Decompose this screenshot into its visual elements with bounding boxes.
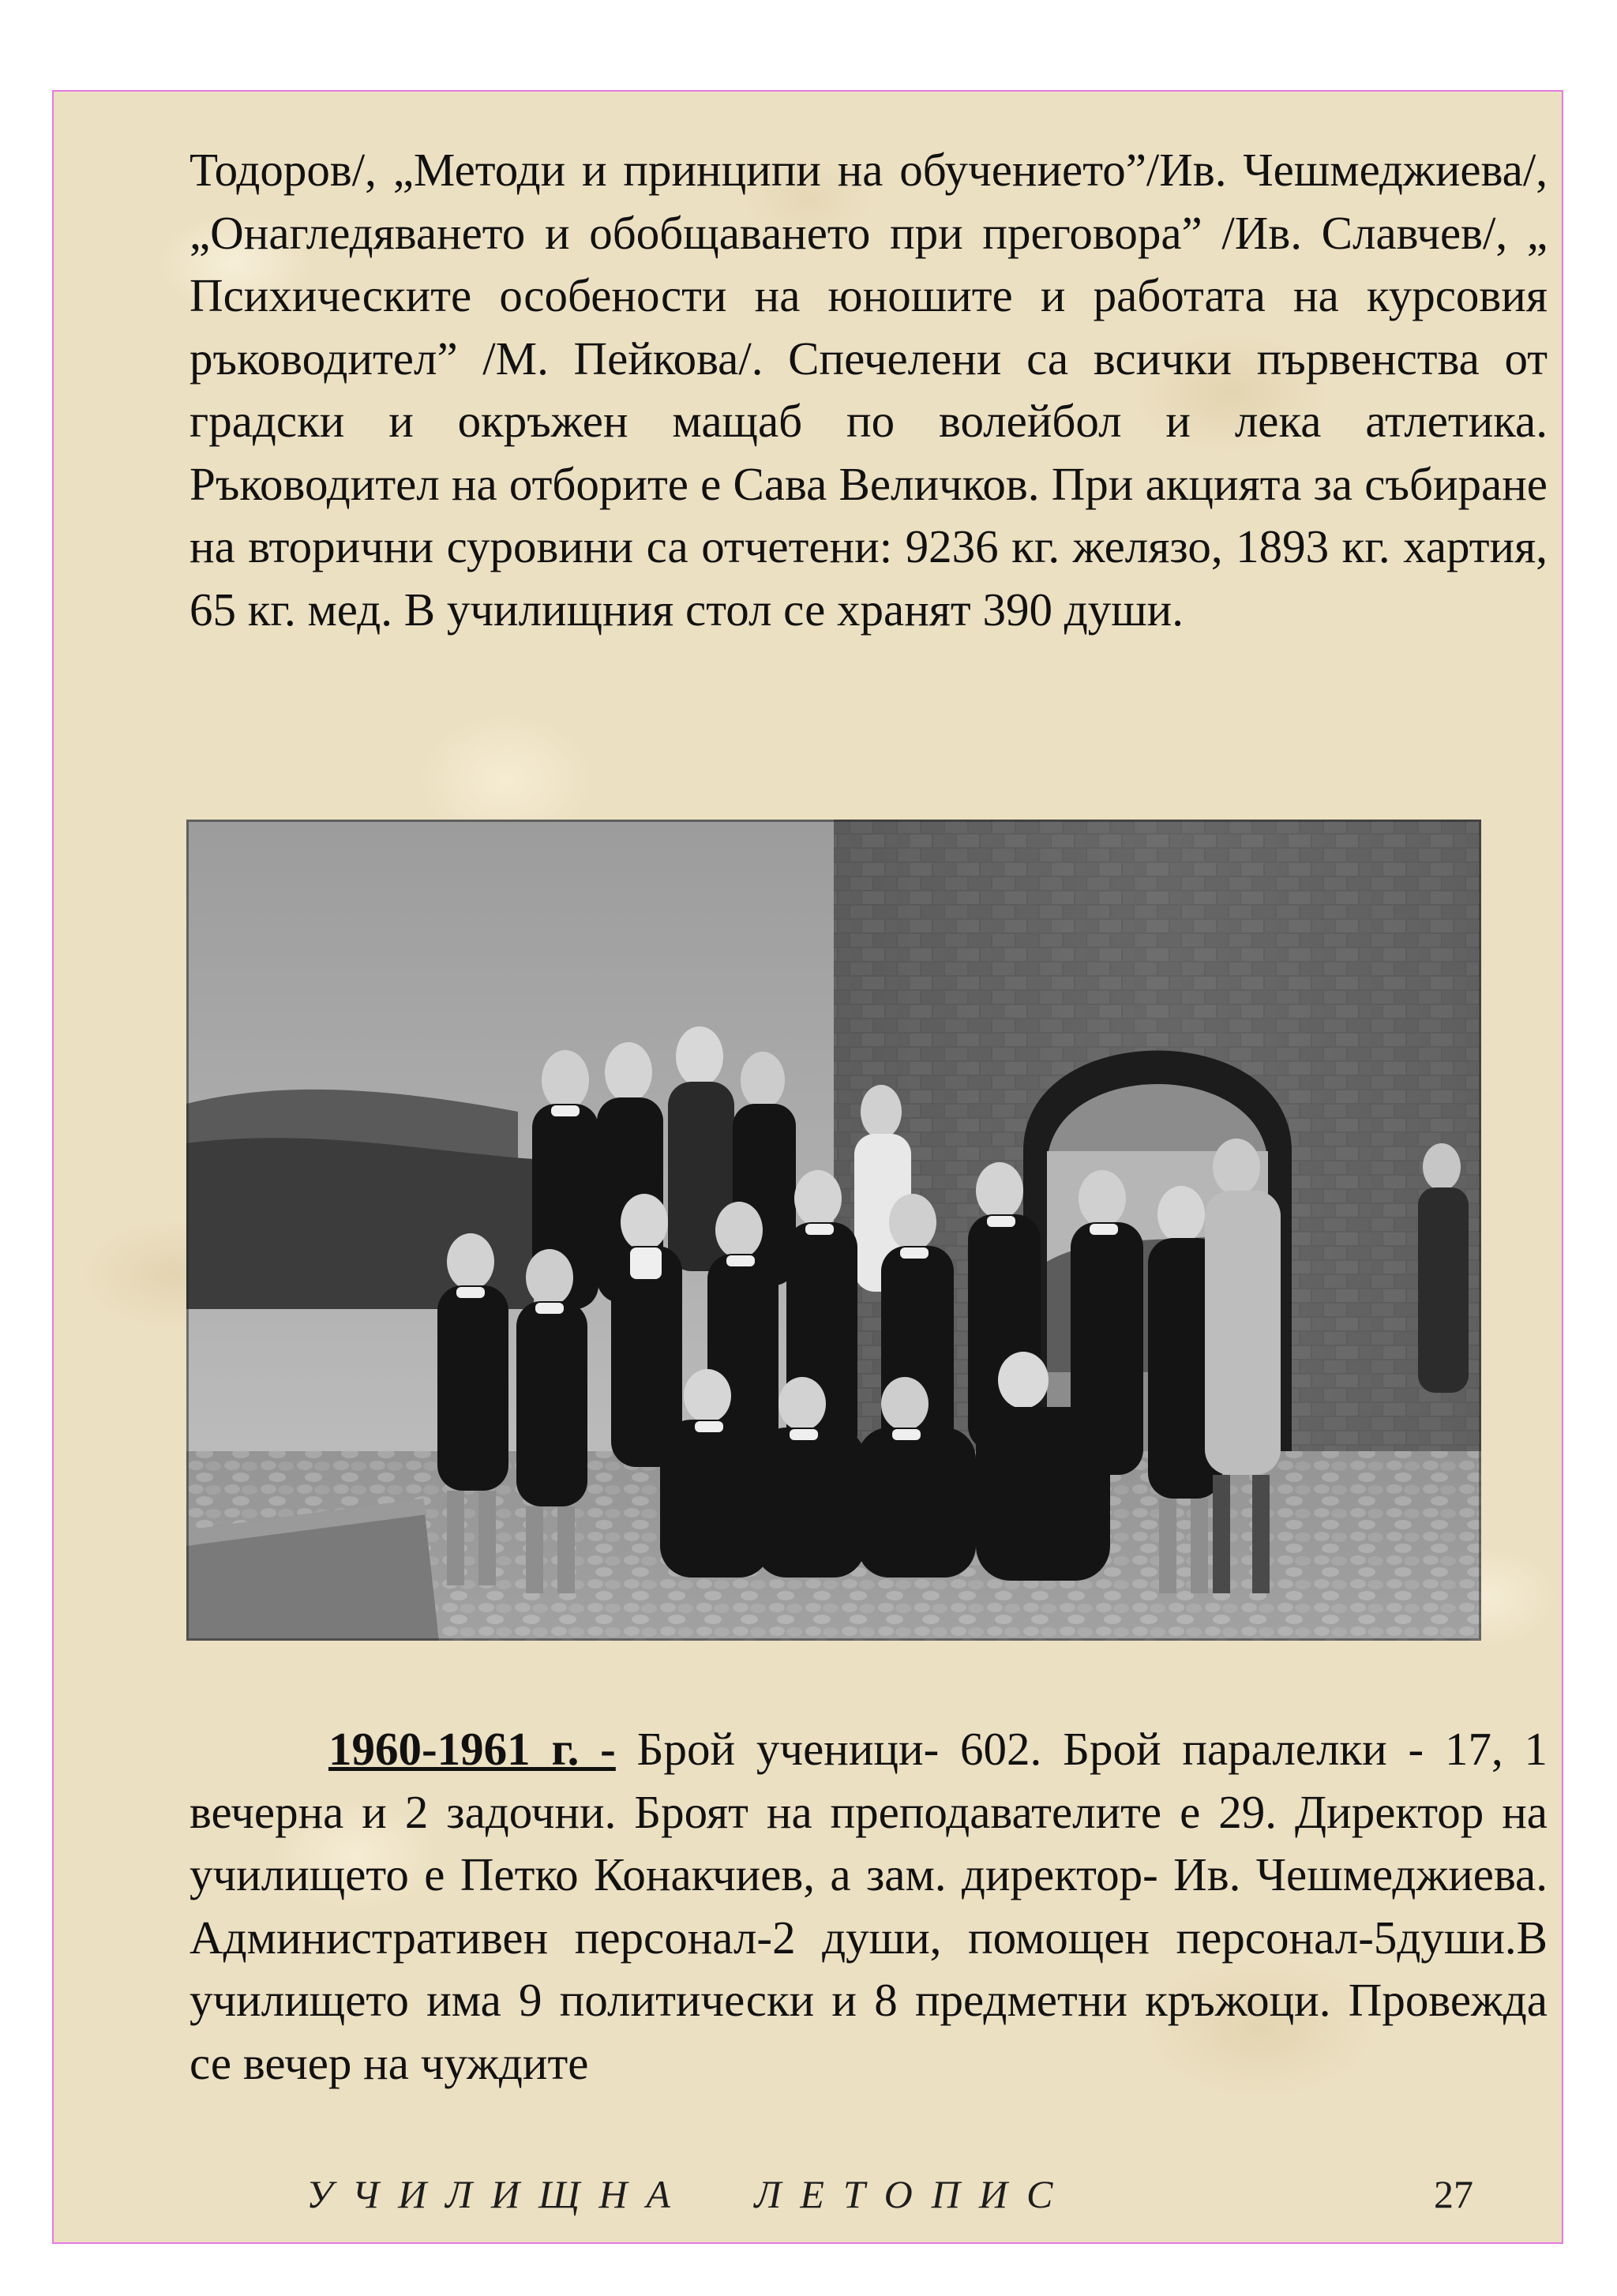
footer-running-title: УЧИЛИЩНА ЛЕТОПИС bbox=[306, 2172, 1072, 2216]
body-paragraph-top: Тодоров/, „Методи и принципи на обучението”/Ив. Чешмеджиева/, „Онагледяването и обобщаването при преговора” /Ив. Славчев/, „ Психическите особености на юношите и работата на курсовия ръководител” /М. Пейкова/. Спечелени са всички първенства от градски и окръжен мащаб по волейбол и лека атлетика. Ръководител на отборите е Сава Величков. При акцията за събиране на вторични суровини са отчетени: 9236 кг. желязо, 1893 кг. хартия, 65 кг. мед. В училищния стол се хранят 390 души. bbox=[189, 144, 1548, 636]
body-paragraph-bottom bbox=[189, 1718, 1548, 2095]
year-heading: 1960-1961 г. - bbox=[328, 1723, 616, 1775]
group-photo bbox=[186, 820, 1481, 1641]
page-number: 27 bbox=[1434, 2172, 1473, 2216]
page-frame bbox=[52, 90, 1563, 2244]
section-text: Брой ученици- 602. Брой паралелки - 17, 1 вечерна и 2 задочни. Броят на преподавателите е 29. Директор на училището е Петко Конакчиев, а зам. директор- Ив. Чешмеджиева. Административен персонал-2 души, помощен персонал-5души.В училището има 9 политически и 8 предметни кръжоци. Провежда се вечер на чуждите bbox=[189, 1723, 1548, 2089]
